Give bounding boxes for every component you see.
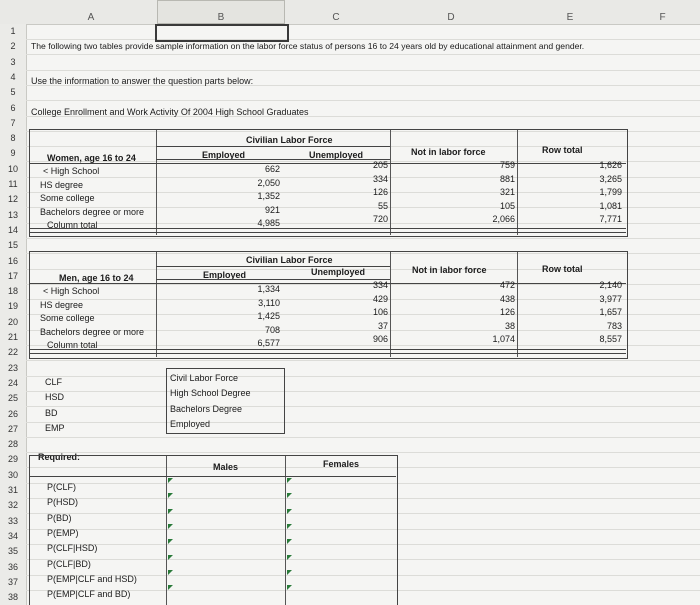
row-header-4[interactable]: 4 [10, 71, 16, 82]
males-answer-cell[interactable] [168, 493, 173, 498]
gridline [26, 437, 700, 438]
legend-meaning: Bachelors Degree [170, 403, 243, 414]
gridline [26, 406, 700, 407]
men-unemployed-value: 334 [372, 280, 388, 290]
women-unemployed-header: Unemployed [309, 150, 364, 160]
females-header: Females [323, 459, 360, 469]
row-header-26[interactable]: 26 [7, 408, 18, 419]
column-header-bar [0, 0, 700, 25]
divider [30, 349, 626, 354]
women-row-label: Column total [47, 220, 98, 231]
row-header-9[interactable]: 9 [10, 148, 16, 159]
divider [30, 228, 626, 233]
row-header-17[interactable]: 17 [7, 270, 18, 281]
men-unemployed-value: 106 [372, 307, 388, 318]
women-nilf-value: 759 [499, 160, 515, 170]
divider [166, 456, 167, 605]
row-header-1[interactable]: 1 [10, 26, 16, 36]
gridline [26, 376, 700, 377]
required-item: P(EMP|CLF and BD) [47, 589, 131, 600]
row-header-20[interactable]: 20 [7, 316, 18, 327]
divider [30, 476, 396, 477]
heading-text: College Enrollment and Work Activity Of 2004 High School Graduates [31, 107, 309, 117]
column-header-f[interactable]: F [659, 12, 666, 23]
divider [156, 252, 157, 357]
row-header-34[interactable]: 34 [7, 530, 18, 541]
row-header-19[interactable]: 19 [7, 301, 18, 312]
column-header-e[interactable]: E [566, 12, 574, 23]
row-header-12[interactable]: 12 [7, 194, 18, 205]
row-header-37[interactable]: 37 [7, 576, 18, 587]
men-employed-value: 1,425 [257, 311, 280, 322]
row-header-30[interactable]: 30 [7, 469, 18, 480]
men-row-label: Column total [47, 340, 98, 351]
divider [517, 252, 518, 357]
men-total-header: Row total [542, 264, 583, 274]
women-total-value: 3,265 [599, 173, 622, 184]
gridline [26, 100, 700, 101]
gridline [26, 39, 700, 40]
divider [285, 456, 286, 605]
instruction-text: Use the information to answer the question parts below: [31, 76, 254, 86]
required-label: Required: [38, 452, 81, 462]
females-answer-cell[interactable] [287, 524, 292, 529]
women-employed-value: 921 [264, 204, 280, 215]
row-header-14[interactable]: 14 [7, 224, 18, 235]
row-header-31[interactable]: 31 [7, 485, 18, 495]
women-total-value: 7,771 [599, 214, 622, 225]
column-header-a[interactable]: A [87, 12, 95, 23]
women-row-label: HS degree [40, 179, 84, 190]
row-header-18[interactable]: 18 [7, 286, 18, 297]
row-header-24[interactable]: 24 [7, 377, 18, 388]
intro-text: The following two tables provide sample information on the labor force status of persons 16 to 24 years old by educational attainment and gender. [31, 41, 585, 51]
gridline [26, 452, 700, 453]
men-employed-value: 3,110 [258, 297, 280, 308]
females-answer-cell[interactable] [287, 509, 292, 514]
selected-cell[interactable] [155, 24, 289, 42]
women-nilf-header: Not in labor force [411, 147, 486, 157]
row-header-35[interactable]: 35 [7, 546, 18, 557]
row-header-36[interactable]: 36 [7, 561, 18, 572]
required-item: P(HSD) [47, 497, 78, 508]
women-total-value: 1,799 [599, 187, 622, 198]
men-total-value: 783 [606, 320, 622, 331]
men-row-label: Some college [40, 313, 95, 324]
row-header-33[interactable]: 33 [7, 515, 18, 526]
women-table-title: Women, age 16 to 24 [47, 153, 136, 163]
women-total-header: Row total [542, 145, 583, 155]
males-answer-cell[interactable] [168, 555, 173, 560]
row-header-10[interactable]: 10 [7, 163, 18, 174]
men-unemployed-value: 37 [377, 320, 388, 331]
men-nilf-value: 38 [504, 320, 515, 331]
males-answer-cell[interactable] [168, 585, 173, 590]
row-header-5[interactable]: 5 [10, 87, 16, 98]
females-answer-cell[interactable] [287, 493, 292, 498]
males-answer-cell[interactable] [168, 509, 173, 514]
legend-meaning: High School Degree [170, 388, 251, 399]
women-nilf-value: 881 [499, 173, 515, 184]
required-item: P(CLF) [47, 482, 76, 492]
men-unemployed-value: 429 [372, 293, 388, 304]
women-employed-value: 1,352 [257, 191, 280, 202]
row-header-7[interactable]: 7 [10, 117, 16, 128]
gridline [26, 54, 700, 55]
row-header-29[interactable]: 29 [7, 454, 18, 465]
women-employed-value: 2,050 [257, 177, 280, 188]
men-nilf-value: 472 [499, 280, 515, 290]
row-header-15[interactable]: 15 [7, 240, 18, 251]
legend-abbr: HSD [45, 392, 65, 403]
men-row-label: Bachelors degree or more [40, 326, 145, 337]
women-employed-value: 4,985 [257, 218, 280, 229]
gridline [26, 70, 700, 71]
legend-abbr: BD [45, 407, 58, 418]
men-row-label: < High School [43, 286, 100, 296]
men-unemployed-header: Unemployed [311, 267, 366, 277]
gridline [26, 238, 700, 239]
row-header-23[interactable]: 23 [7, 362, 18, 373]
women-employed-value: 662 [264, 164, 280, 174]
women-total-value: 1,081 [599, 200, 622, 211]
row-header-8[interactable]: 8 [10, 133, 16, 144]
legend-abbr: CLF [45, 377, 63, 387]
females-answer-cell[interactable] [287, 539, 292, 544]
women-row-label: Bachelors degree or more [40, 206, 145, 217]
required-item: P(EMP|CLF and HSD) [47, 573, 137, 584]
women-employed-header: Employed [202, 150, 246, 160]
row-header-13[interactable]: 13 [7, 209, 18, 220]
legend-meaning: Civil Labor Force [170, 373, 239, 383]
men-total-value: 8,557 [599, 334, 622, 345]
women-nilf-value: 321 [499, 187, 515, 198]
row-header-11[interactable]: 11 [8, 179, 18, 189]
women-row-label: < High School [43, 166, 100, 176]
women-unemployed-value: 720 [372, 214, 388, 225]
required-item: P(BD) [47, 512, 72, 523]
legend-meaning: Employed [170, 419, 211, 430]
males-answer-cell[interactable] [168, 539, 173, 544]
row-header-38[interactable]: 38 [7, 592, 18, 603]
row-header-2[interactable]: 2 [10, 41, 16, 52]
women-unemployed-value: 55 [377, 200, 388, 211]
men-total-value: 2,140 [599, 280, 622, 290]
males-answer-cell[interactable] [168, 478, 173, 483]
divider [517, 130, 518, 235]
males-header: Males [213, 462, 239, 472]
men-table-title: Men, age 16 to 24 [59, 273, 134, 283]
required-item: P(CLF|BD) [47, 558, 91, 569]
women-unemployed-value: 126 [372, 187, 388, 198]
men-employed-value: 708 [264, 324, 280, 335]
row-header-25[interactable]: 25 [7, 393, 18, 404]
men-employed-value: 1,334 [257, 284, 280, 294]
men-employed-header: Employed [203, 270, 247, 280]
men-nilf-value: 126 [499, 307, 515, 318]
row-header-27[interactable]: 27 [7, 423, 18, 434]
men-row-label: HS degree [40, 299, 84, 310]
women-row-label: Some college [40, 193, 95, 204]
divider [390, 252, 391, 357]
females-answer-cell[interactable] [287, 585, 292, 590]
required-item: P(CLF|HSD) [47, 543, 98, 554]
men-unemployed-value: 906 [372, 334, 388, 345]
women-nilf-value: 105 [499, 200, 515, 211]
row-header-32[interactable]: 32 [7, 500, 18, 511]
females-answer-cell[interactable] [287, 478, 292, 483]
gridline [26, 391, 700, 392]
men-nilf-header: Not in labor force [412, 265, 487, 275]
legend-abbr: EMP [45, 423, 65, 434]
women-unemployed-value: 334 [372, 173, 388, 184]
row-header-21[interactable]: 21 [7, 332, 18, 342]
divider [156, 146, 390, 147]
column-header-b[interactable]: B [157, 0, 285, 24]
women-total-value: 1,626 [599, 160, 622, 170]
men-clf-header: Civilian Labor Force [246, 255, 333, 265]
row-header-22[interactable]: 22 [7, 347, 18, 358]
females-answer-cell[interactable] [287, 570, 292, 575]
females-answer-cell[interactable] [287, 555, 292, 560]
women-unemployed-value: 205 [372, 160, 388, 170]
women-clf-header: Civilian Labor Force [246, 135, 333, 145]
row-header-3[interactable]: 3 [10, 56, 16, 67]
women-nilf-value: 2,066 [492, 214, 515, 225]
men-nilf-value: 438 [499, 293, 515, 304]
gridline [26, 422, 700, 423]
men-nilf-value: 1,074 [492, 334, 515, 345]
row-header-16[interactable]: 16 [7, 255, 18, 266]
required-item: P(EMP) [47, 527, 79, 538]
row-header-6[interactable]: 6 [10, 102, 16, 113]
column-header-d[interactable]: D [447, 12, 455, 23]
men-total-value: 3,977 [599, 293, 622, 304]
males-answer-cell[interactable] [168, 524, 173, 529]
divider [390, 130, 391, 235]
men-employed-value: 6,577 [257, 338, 280, 349]
gridline [26, 360, 700, 361]
row-header-28[interactable]: 28 [7, 439, 18, 450]
men-total-value: 1,657 [599, 307, 622, 318]
column-header-c[interactable]: C [332, 12, 340, 23]
males-answer-cell[interactable] [168, 570, 173, 575]
